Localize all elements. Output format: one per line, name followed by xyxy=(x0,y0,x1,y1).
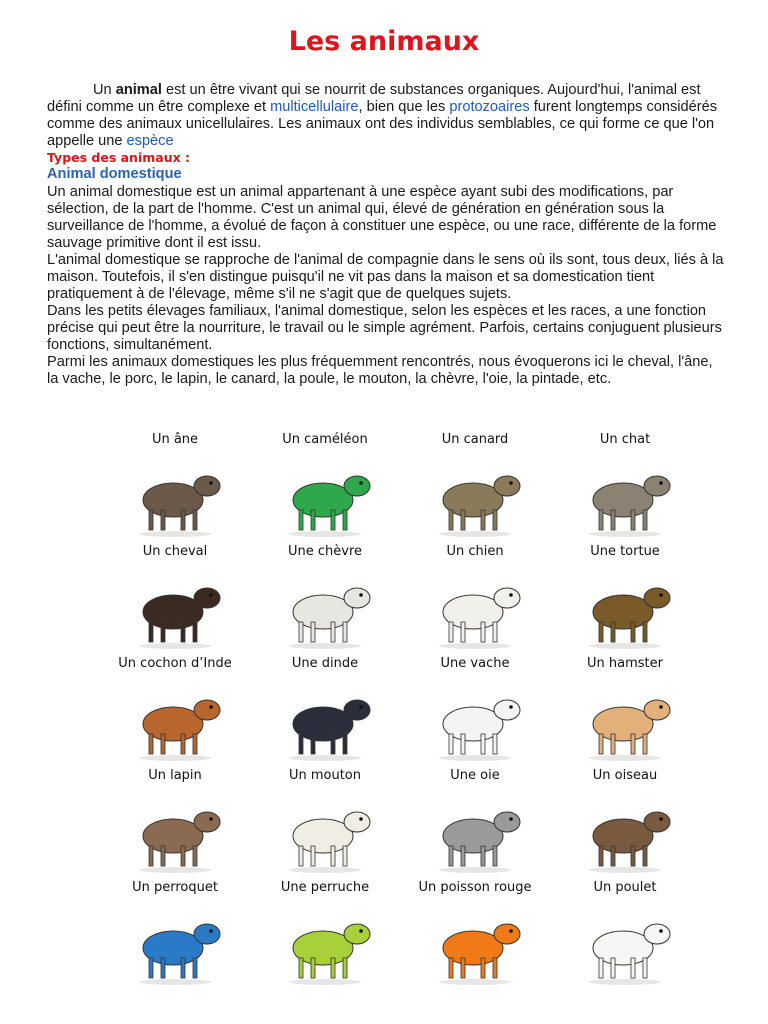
bird-icon xyxy=(565,786,685,874)
goat-icon xyxy=(265,562,385,650)
animal-label: Un chat xyxy=(599,432,651,447)
animal-label: Un cochon d’Inde xyxy=(118,656,232,671)
link-protozoaires[interactable]: protozoaires xyxy=(449,99,530,115)
animal-label: Un oiseau xyxy=(592,768,658,783)
goldfish-icon xyxy=(415,898,535,986)
animal-card xyxy=(250,542,400,654)
animal-card xyxy=(400,542,550,654)
animal-card xyxy=(250,430,400,542)
animal-label: Un poisson rouge xyxy=(418,880,532,895)
intro-text-3: , bien que les xyxy=(358,99,450,115)
goose-icon xyxy=(415,786,535,874)
cat-icon xyxy=(565,450,685,538)
types-heading: Types des animaux : xyxy=(47,150,191,165)
animal-label: Un chien xyxy=(446,544,504,559)
animal-label: Un hamster xyxy=(587,656,663,671)
chicken-icon xyxy=(565,898,685,986)
animal-label: Un cheval xyxy=(142,544,208,559)
intro-paragraph xyxy=(47,82,727,150)
rabbit-icon xyxy=(115,786,235,874)
animal-label: Un poulet xyxy=(593,880,657,895)
animal-label: Un perroquet xyxy=(132,880,218,895)
link-espece[interactable]: espèce xyxy=(126,133,174,149)
animal-picture-grid xyxy=(100,430,700,990)
link-multicellulaire[interactable]: multicellulaire xyxy=(270,99,359,115)
animal-card xyxy=(550,430,700,542)
animal-label: Une dinde xyxy=(291,656,359,671)
intro-text-1: Un xyxy=(93,82,116,98)
animal-card xyxy=(400,654,550,766)
tortoise-icon xyxy=(565,562,685,650)
parrot-icon xyxy=(115,898,235,986)
sheep-icon xyxy=(265,786,385,874)
animal-card xyxy=(100,542,250,654)
section-heading-animal-domestique: Animal domestique xyxy=(47,166,182,182)
guinea-pig-icon xyxy=(115,674,235,762)
animal-card xyxy=(400,430,550,542)
animal-card xyxy=(550,542,700,654)
animal-card xyxy=(550,766,700,878)
turkey-icon xyxy=(265,674,385,762)
page-title: Les animaux xyxy=(288,26,480,57)
donkey-icon xyxy=(115,450,235,538)
intro-text-4: furent longtemps considérés comme des animaux unicellulaires. Les animaux ont des individus semblables, ce qui forme ce que l'on appelle une xyxy=(47,99,718,149)
animal-card xyxy=(250,654,400,766)
paragraph: L'animal domestique se rapproche de l'animal de compagnie dans le sens où ils sont, tous deux, liés à la maison. Toutefois, il s'en distingue puisqu'il ne vit pas dans la maison et sa domestication tient pratiquement à de l'élevage, même s'il ne s'agit que de quelques sujets. xyxy=(47,252,724,302)
animal-label: Un lapin xyxy=(148,768,202,783)
hamster-icon xyxy=(565,674,685,762)
animal-card xyxy=(100,878,250,990)
animal-label: Un mouton xyxy=(288,768,362,783)
paragraph: Dans les petits élevages familiaux, l'animal domestique, selon les espèces et les races, a une fonction précise qui peut être la nourriture, le travail ou le simple agrément. Parfois, certains conjuguent plusieurs fonctions, simultanément. xyxy=(47,303,722,353)
animal-label: Un caméléon xyxy=(282,432,368,447)
horse-icon xyxy=(115,562,235,650)
body-paragraphs xyxy=(47,184,727,388)
animal-label: Une perruche xyxy=(280,880,370,895)
animal-label: Une oie xyxy=(450,768,500,783)
animal-label: Un canard xyxy=(441,432,509,447)
duck-icon xyxy=(415,450,535,538)
animal-card xyxy=(250,766,400,878)
paragraph: Un animal domestique est un animal appartenant à une espèce ayant subi des modifications, par sélection, de la part de l'homme. C'est un animal qui, élevé de génération en génération sous la surveillance de l'homme, a évolué de façon à constituer une espèce, ou une race, différente de la forme sauvage primitive dont il est issu. xyxy=(47,184,717,251)
animal-card xyxy=(250,878,400,990)
dog-icon xyxy=(415,562,535,650)
paragraph: Parmi les animaux domestiques les plus fréquemment rencontrés, nous évoquerons ici le cheval, l'âne, la vache, le porc, le lapin, le canard, la poule, le mouton, la chèvre, l'oie, la pintade, etc. xyxy=(47,354,713,387)
animal-label: Un âne xyxy=(151,432,199,447)
intro-bold-animal: animal xyxy=(115,82,162,98)
animal-card xyxy=(100,430,250,542)
budgie-icon xyxy=(265,898,385,986)
animal-card xyxy=(550,878,700,990)
animal-card xyxy=(100,654,250,766)
chameleon-icon xyxy=(265,450,385,538)
animal-card xyxy=(400,878,550,990)
animal-label: Une vache xyxy=(440,656,510,671)
intro-text-2: est un être vivant qui se nourrit de substances organiques. Aujourd'hui, l'animal est défini comme un être complexe et xyxy=(47,82,701,115)
animal-card xyxy=(400,766,550,878)
animal-card xyxy=(100,766,250,878)
animal-card xyxy=(550,654,700,766)
cow-icon xyxy=(415,674,535,762)
animal-label: Une tortue xyxy=(590,544,660,559)
animal-label: Une chèvre xyxy=(287,544,363,559)
